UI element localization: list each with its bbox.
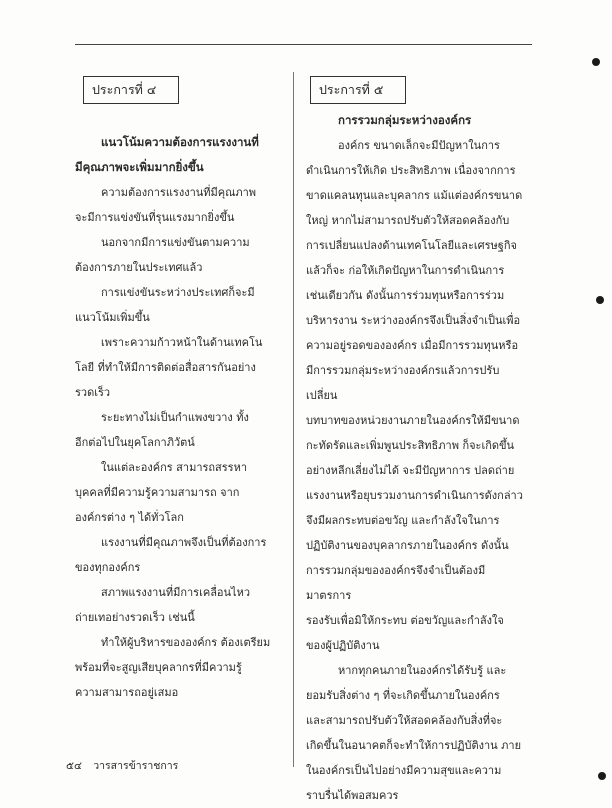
paragraph-line <box>75 530 279 555</box>
paragraph-text: แรงงานหรือยุบรวมงานการดำเนินการดังกล่าว <box>306 489 523 502</box>
paragraph-text: ความอยู่รอดขององค์กร เมื่อมีการรวมทุนหรือ <box>306 339 519 352</box>
paragraph-line <box>306 708 530 733</box>
right-paragraphs <box>306 133 530 808</box>
paragraph-text: พร้อมที่จะสูญเสียบุคลากรที่มีความรู้ <box>75 661 242 674</box>
paragraph-text: ขาดแคลนทุนและบุคลากร แม้แต่องค์กรขนาด <box>306 189 523 202</box>
paragraph-text: แนวโน้มเพิ่มขึ้น <box>75 311 150 324</box>
section-label-box: ประการที่ ๔ <box>83 76 179 104</box>
paragraph-text: แรงงานที่มีคุณภาพจึงเป็นที่ต้องการ <box>101 536 267 549</box>
paragraph-text: องค์กรต่าง ๆ ได้ทั่วโลก <box>75 511 184 524</box>
paragraph-line <box>306 508 530 533</box>
paragraph-line <box>75 230 279 255</box>
paragraph-line <box>306 258 530 283</box>
paragraph-text: ในองค์กรเป็นไปอย่างมีความสุขและความ <box>306 764 502 777</box>
paragraph-text: โลยี ที่ทำให้มีการติดต่อสื่อสารกันอย่าง <box>75 361 256 374</box>
paragraph-text: ยอมรับสิ่งต่าง ๆ ที่จะเกิดขึ้นภายในองค์กร <box>306 689 500 702</box>
paragraph-line <box>75 580 279 605</box>
left-column <box>75 76 279 705</box>
paragraph-text: หากทุกคนภายในองค์กรได้รับรู้ และ <box>338 664 507 677</box>
binding-hole-middle <box>596 296 604 304</box>
paragraph-text: นอกจากมีการแข่งขันตามความ <box>101 236 250 249</box>
paragraph-text: ความสามารถอยู่เสมอ <box>75 686 179 699</box>
journal-name: วารสารข้าราชการ <box>93 760 179 772</box>
paragraph-line <box>306 733 530 758</box>
column-divider <box>293 72 294 767</box>
binding-hole-top <box>592 58 600 66</box>
paragraph-line <box>306 433 530 458</box>
paragraph-line <box>75 555 279 580</box>
paragraph-text: บทบาทของหน่วยงานภายในองค์กรให้มีขนาด <box>306 414 520 427</box>
paragraph-line <box>75 280 279 305</box>
left-paragraphs <box>75 180 279 705</box>
paragraph-line <box>75 180 279 205</box>
paragraph-text: การแข่งขันระหว่างประเทศก็จะมี <box>101 286 255 299</box>
paragraph-line <box>306 333 530 358</box>
paragraph-line <box>306 158 530 183</box>
paragraph-text: รวดเร็ว <box>75 386 111 399</box>
paragraph-text: รองรับเพื่อมิให้กระทบ ต่อขวัญและกำลังใจ <box>306 614 504 627</box>
paragraph-line <box>75 680 279 705</box>
binding-hole-bottom <box>598 772 606 780</box>
paragraph-text: องค์กร ขนาดเล็กจะมีปัญหาในการ <box>338 139 500 152</box>
paragraph-line <box>306 533 530 558</box>
paragraph-line <box>306 783 530 808</box>
paragraph-line <box>75 205 279 230</box>
paragraph-line <box>306 283 530 308</box>
paragraph-text: จึงมีผลกระทบต่อขวัญ และกำลังใจในการ <box>306 514 500 527</box>
page-footer <box>66 757 178 774</box>
paragraph-text: บุคคลที่มีความรู้ความสามารถ จาก <box>75 486 240 499</box>
paragraph-line <box>306 608 530 633</box>
paragraph-line <box>306 408 530 433</box>
section-heading: การรวมกลุ่มระหว่างองค์กร <box>338 113 472 127</box>
paragraph-line <box>306 308 530 333</box>
section-heading-line: แนวโน้มความต้องการแรงงานที่ <box>101 135 259 149</box>
paragraph-text: บริหารงาน ระหว่างองค์กรจึงเป็นสิ่งจำเป็นเพื่อ <box>306 314 521 327</box>
header-rule <box>75 44 532 45</box>
paragraph-line <box>75 405 279 430</box>
paragraph-line <box>306 233 530 258</box>
paragraph-text: อีกต่อไปในยุคโลกาภิวัตน์ <box>75 436 195 449</box>
paragraph-line <box>75 430 279 455</box>
paragraph-line <box>75 380 279 405</box>
paragraph-text: ในแต่ละองค์กร สามารถสรรหา <box>101 461 248 474</box>
paragraph-text: การเปลี่ยนแปลงด้านเทคโนโลยีและเศรษฐกิจ <box>306 239 517 252</box>
paragraph-text: ปฏิบัติงานของบุคลากรภายในองค์กร ดังนั้น <box>306 539 509 552</box>
paragraph-text: จะมีการแข่งขันที่รุนแรงมากยิ่งขึ้น <box>75 211 235 224</box>
paragraph-line <box>75 355 279 380</box>
paragraph-text: เพราะความก้าวหน้าในด้านเทคโน <box>101 336 263 349</box>
paragraph-line <box>75 655 279 680</box>
paragraph-line <box>75 255 279 280</box>
paragraph-line <box>306 633 530 658</box>
paragraph-text: ใหญ่ หากไม่สามารถปรับตัวให้สอดคล้องกับ <box>306 214 510 227</box>
paragraph-line <box>306 558 530 608</box>
paragraph-text: ดำเนินการให้เกิด ประสิทธิภาพ เนื่องจากการ <box>306 164 516 177</box>
paragraph-text: มีการรวมกลุ่มระหว่างองค์กรแล้วการปรับเปลี่ยน <box>306 364 500 402</box>
paragraph-line <box>306 683 530 708</box>
page-number: ๕๔ <box>66 760 82 772</box>
paragraph-text: และสามารถปรับตัวให้สอดคล้องกับสิ่งที่จะ <box>306 714 503 727</box>
paragraph-line <box>75 480 279 505</box>
section-label-box: ประการที่ ๕ <box>310 76 406 104</box>
paragraph-text: ทำให้ผู้บริหารขององค์กร ต้องเตรียม <box>101 636 271 649</box>
paragraph-line <box>75 630 279 655</box>
paragraph-text: อย่างหลีกเลี่ยงไม่ได้ จะมีปัญหาการ ปลดถ่าย <box>306 464 515 477</box>
section-heading-line: มีคุณภาพจะเพิ่มมากยิ่งขึ้น <box>75 160 204 174</box>
paragraph-text: ความต้องการแรงงานที่มีคุณภาพ <box>101 186 257 199</box>
paragraph-line <box>306 458 530 483</box>
paragraph-text: ต้องการภายในประเทศแล้ว <box>75 261 203 274</box>
paragraph-text: เกิดขึ้นในอนาคตก็จะทำให้การปฏิบัติงาน ภาย <box>306 739 522 752</box>
paragraph-line <box>75 455 279 480</box>
paragraph-text: กะทัดรัดและเพิ่มพูนประสิทธิภาพ ก็จะเกิดขึ้น <box>306 439 515 452</box>
paragraph-text: ของผู้ปฏิบัติงาน <box>306 639 380 652</box>
paragraph-text: การรวมกลุ่มขององค์กรจึงจำเป็นต้องมีมาตรการ <box>306 564 486 602</box>
right-column <box>306 76 530 808</box>
paragraph-text: สภาพแรงงานที่มีการเคลื่อนไหว <box>101 586 251 599</box>
paragraph-line <box>75 605 279 630</box>
paragraph-line <box>75 305 279 330</box>
paragraph-text: เช่นเดียวกัน ดังนั้นการร่วมทุนหรือการร่วม <box>306 289 505 302</box>
paragraph-line <box>306 208 530 233</box>
paragraph-text: ระยะทางไม่เป็นกำแพงขวาง ทั้ง <box>101 411 249 424</box>
paragraph-text: ราบรื่นได้พอสมควร <box>306 789 399 802</box>
paragraph-line <box>306 183 530 208</box>
paragraph-text: ของทุกองค์กร <box>75 561 141 574</box>
paragraph-line <box>75 330 279 355</box>
paragraph-text: แล้วก็จะ ก่อให้เกิดปัญหาในการดำเนินการ <box>306 264 505 277</box>
paragraph-line <box>75 505 279 530</box>
paragraph-line <box>306 483 530 508</box>
paragraph-line <box>306 133 530 158</box>
paragraph-line <box>306 358 530 408</box>
paragraph-text: ถ่ายเทอย่างรวดเร็ว เช่นนี้ <box>75 611 195 624</box>
paragraph-line <box>306 758 530 783</box>
paragraph-line <box>306 658 530 683</box>
